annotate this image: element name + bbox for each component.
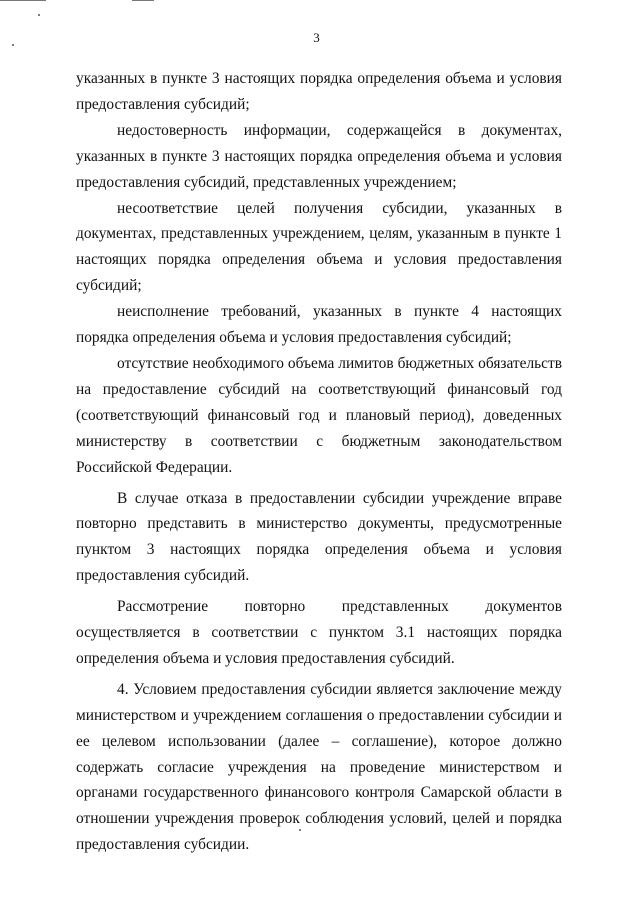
scan-edge-mark	[132, 0, 154, 1]
scan-speck	[38, 14, 40, 16]
paragraph-continuation: указанных в пункте 3 настоящих порядка определения объема и условия предоставления субсидий;	[76, 70, 562, 113]
paragraph-refusal: В случае отказа в предоставлении субсидии учреждение вправе повторно представить в министерство документы, предусмотренные пунктом 3 настоящих порядка определения объема и условия предоставления субсидий.	[76, 489, 562, 585]
page-number: 3	[313, 30, 320, 45]
paragraph-list-item: несоответствие целей получения субсидии, указанных в документах, представленных учреждением, целям, указанным в пункте 1 настоящих порядка определения объема и условия предоставления субсидий;	[76, 199, 562, 295]
paragraph-list-item: неисполнение требований, указанных в пункте 4 настоящих порядка определения объема и условия предоставления субсидий;	[76, 303, 562, 347]
paragraph-review: Рассмотрение повторно представленных документов осуществляется в соответствии с пунктом 3.1 настоящих порядка определения объема и условия предоставления субсидий.	[76, 598, 562, 667]
paragraph-list-item: отсутствие необходимого объема лимитов бюджетных обязательств на предоставление субсидий на соответствующий финансовый год (соответствующий финансовый год и плановый период), доведенных министерству в соответствии с бюджетным законодательством Российской Федерации.	[76, 354, 562, 476]
paragraph-list-item: недостоверность информации, содержащейся в документах, указанных в пункте 3 настоящих порядка определения объема и условия предоставления субсидий, представленных учреждением;	[76, 121, 562, 191]
document-body	[76, 66, 562, 858]
scan-edge-mark	[0, 0, 46, 1]
paragraph-clause-4: 4. Условием предоставления субсидии является заключение между министерством и учреждением соглашения о предоставлении субсидии и ее целевом использовании (далее – соглашение), которое должно содержать согласие учреждения на проведение министерством и органами государственного финансового контроля Самарской области в отношении учреждения проверок соблюдения условий, целей и порядка предоставления субсидии.	[76, 680, 562, 854]
